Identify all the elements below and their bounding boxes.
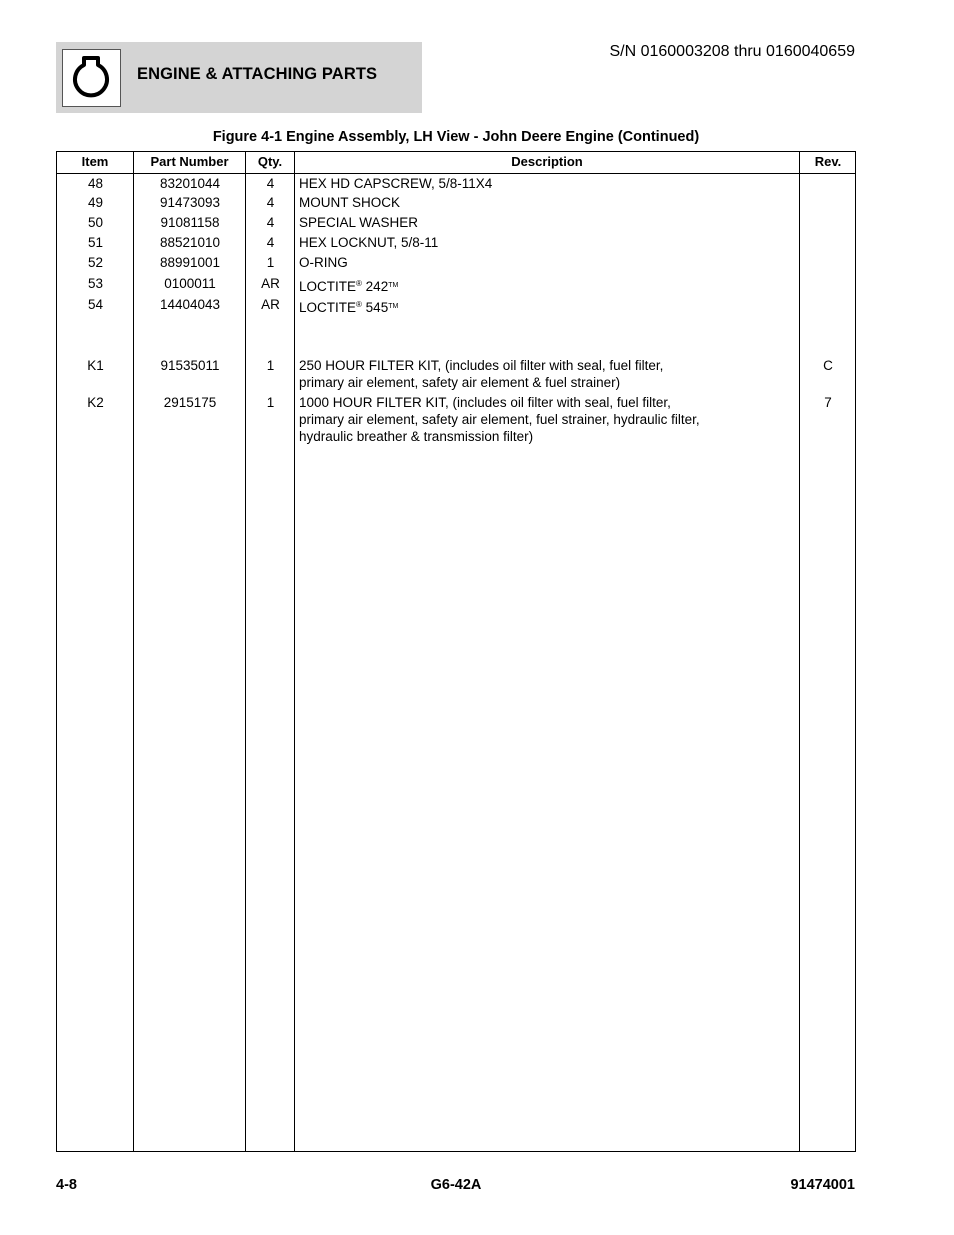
item-cell: K2 xyxy=(87,395,104,410)
qty-cell: 4 xyxy=(266,215,275,230)
serial-range: S/N 0160003208 thru 0160040659 xyxy=(609,43,855,60)
page-number: 4-8 xyxy=(56,1177,77,1193)
description-line: primary air element, safety air element & fuel strainer) xyxy=(299,375,621,390)
engine-icon xyxy=(62,49,121,107)
part-number-cell: 91081158 xyxy=(160,215,220,230)
rev-cell: 7 xyxy=(824,395,832,410)
qty-cell: 4 xyxy=(266,195,275,210)
description-text: LOCTITE xyxy=(299,279,357,294)
description-text: LOCTITE xyxy=(299,300,357,315)
header-description: Description xyxy=(511,154,583,169)
document-number: 91474001 xyxy=(790,1177,855,1193)
part-number-cell: 0100011 xyxy=(164,276,216,291)
qty-cell: AR xyxy=(261,297,280,312)
header-part-number: Part Number xyxy=(150,154,229,169)
description-cell xyxy=(299,275,799,295)
registered-mark: ® xyxy=(356,279,362,288)
rev-cell: C xyxy=(823,358,833,373)
description-cell: SPECIAL WASHER xyxy=(299,215,419,230)
description-cell: HEX HD CAPSCREW, 5/8-11X4 xyxy=(299,176,493,191)
description-line: 250 HOUR FILTER KIT, (includes oil filter with seal, fuel filter, xyxy=(299,358,664,373)
header-divider xyxy=(57,173,855,174)
description-cell: HEX LOCKNUT, 5/8-11 xyxy=(299,235,439,250)
figure-caption: Figure 4-1 Engine Assembly, LH View - John Deere Engine (Continued) xyxy=(212,129,700,145)
header-rev: Rev. xyxy=(814,154,842,169)
part-number-cell: 88521010 xyxy=(159,235,221,250)
qty-cell: 4 xyxy=(266,235,275,250)
part-number-cell: 14404043 xyxy=(159,297,221,312)
section-title: ENGINE & ATTACHING PARTS xyxy=(137,65,378,83)
qty-cell: 4 xyxy=(266,176,275,191)
header-qty: Qty. xyxy=(257,154,283,169)
item-cell: 50 xyxy=(87,215,104,230)
description-cell: O-RING xyxy=(299,255,348,270)
item-cell: 48 xyxy=(87,176,104,191)
trademark-mark: TM xyxy=(388,303,399,310)
trademark-mark: TM xyxy=(388,282,399,289)
model-number: G6-42A xyxy=(430,1177,482,1193)
qty-cell: AR xyxy=(261,276,280,291)
description-line: hydraulic breather & transmission filter) xyxy=(299,429,534,444)
column-divider xyxy=(799,152,800,1151)
part-number-cell: 91473093 xyxy=(159,195,221,210)
item-cell: 49 xyxy=(87,195,104,210)
part-number-cell: 83201044 xyxy=(159,176,221,191)
header-item: Item xyxy=(81,154,109,169)
description-suffix: 242 xyxy=(361,279,389,294)
part-number-cell: 88991001 xyxy=(159,255,221,270)
description-line: primary air element, safety air element, fuel strainer, hydraulic filter, xyxy=(299,412,700,427)
description-line: 1000 HOUR FILTER KIT, (includes oil filter with seal, fuel filter, xyxy=(299,395,671,410)
item-cell: 51 xyxy=(87,235,104,250)
description-suffix: 545 xyxy=(361,300,389,315)
description-cell: MOUNT SHOCK xyxy=(299,195,401,210)
description-cell xyxy=(299,296,799,316)
item-cell: K1 xyxy=(87,358,104,373)
part-number-cell: 2915175 xyxy=(163,395,217,410)
qty-cell: 1 xyxy=(266,255,275,270)
qty-cell: 1 xyxy=(266,358,275,373)
registered-mark: ® xyxy=(356,300,362,309)
item-cell: 54 xyxy=(87,297,104,312)
item-cell: 52 xyxy=(87,255,104,270)
qty-cell: 1 xyxy=(266,395,275,410)
parts-table xyxy=(56,151,856,1152)
part-number-cell: 91535011 xyxy=(160,358,220,373)
item-cell: 53 xyxy=(87,276,104,291)
